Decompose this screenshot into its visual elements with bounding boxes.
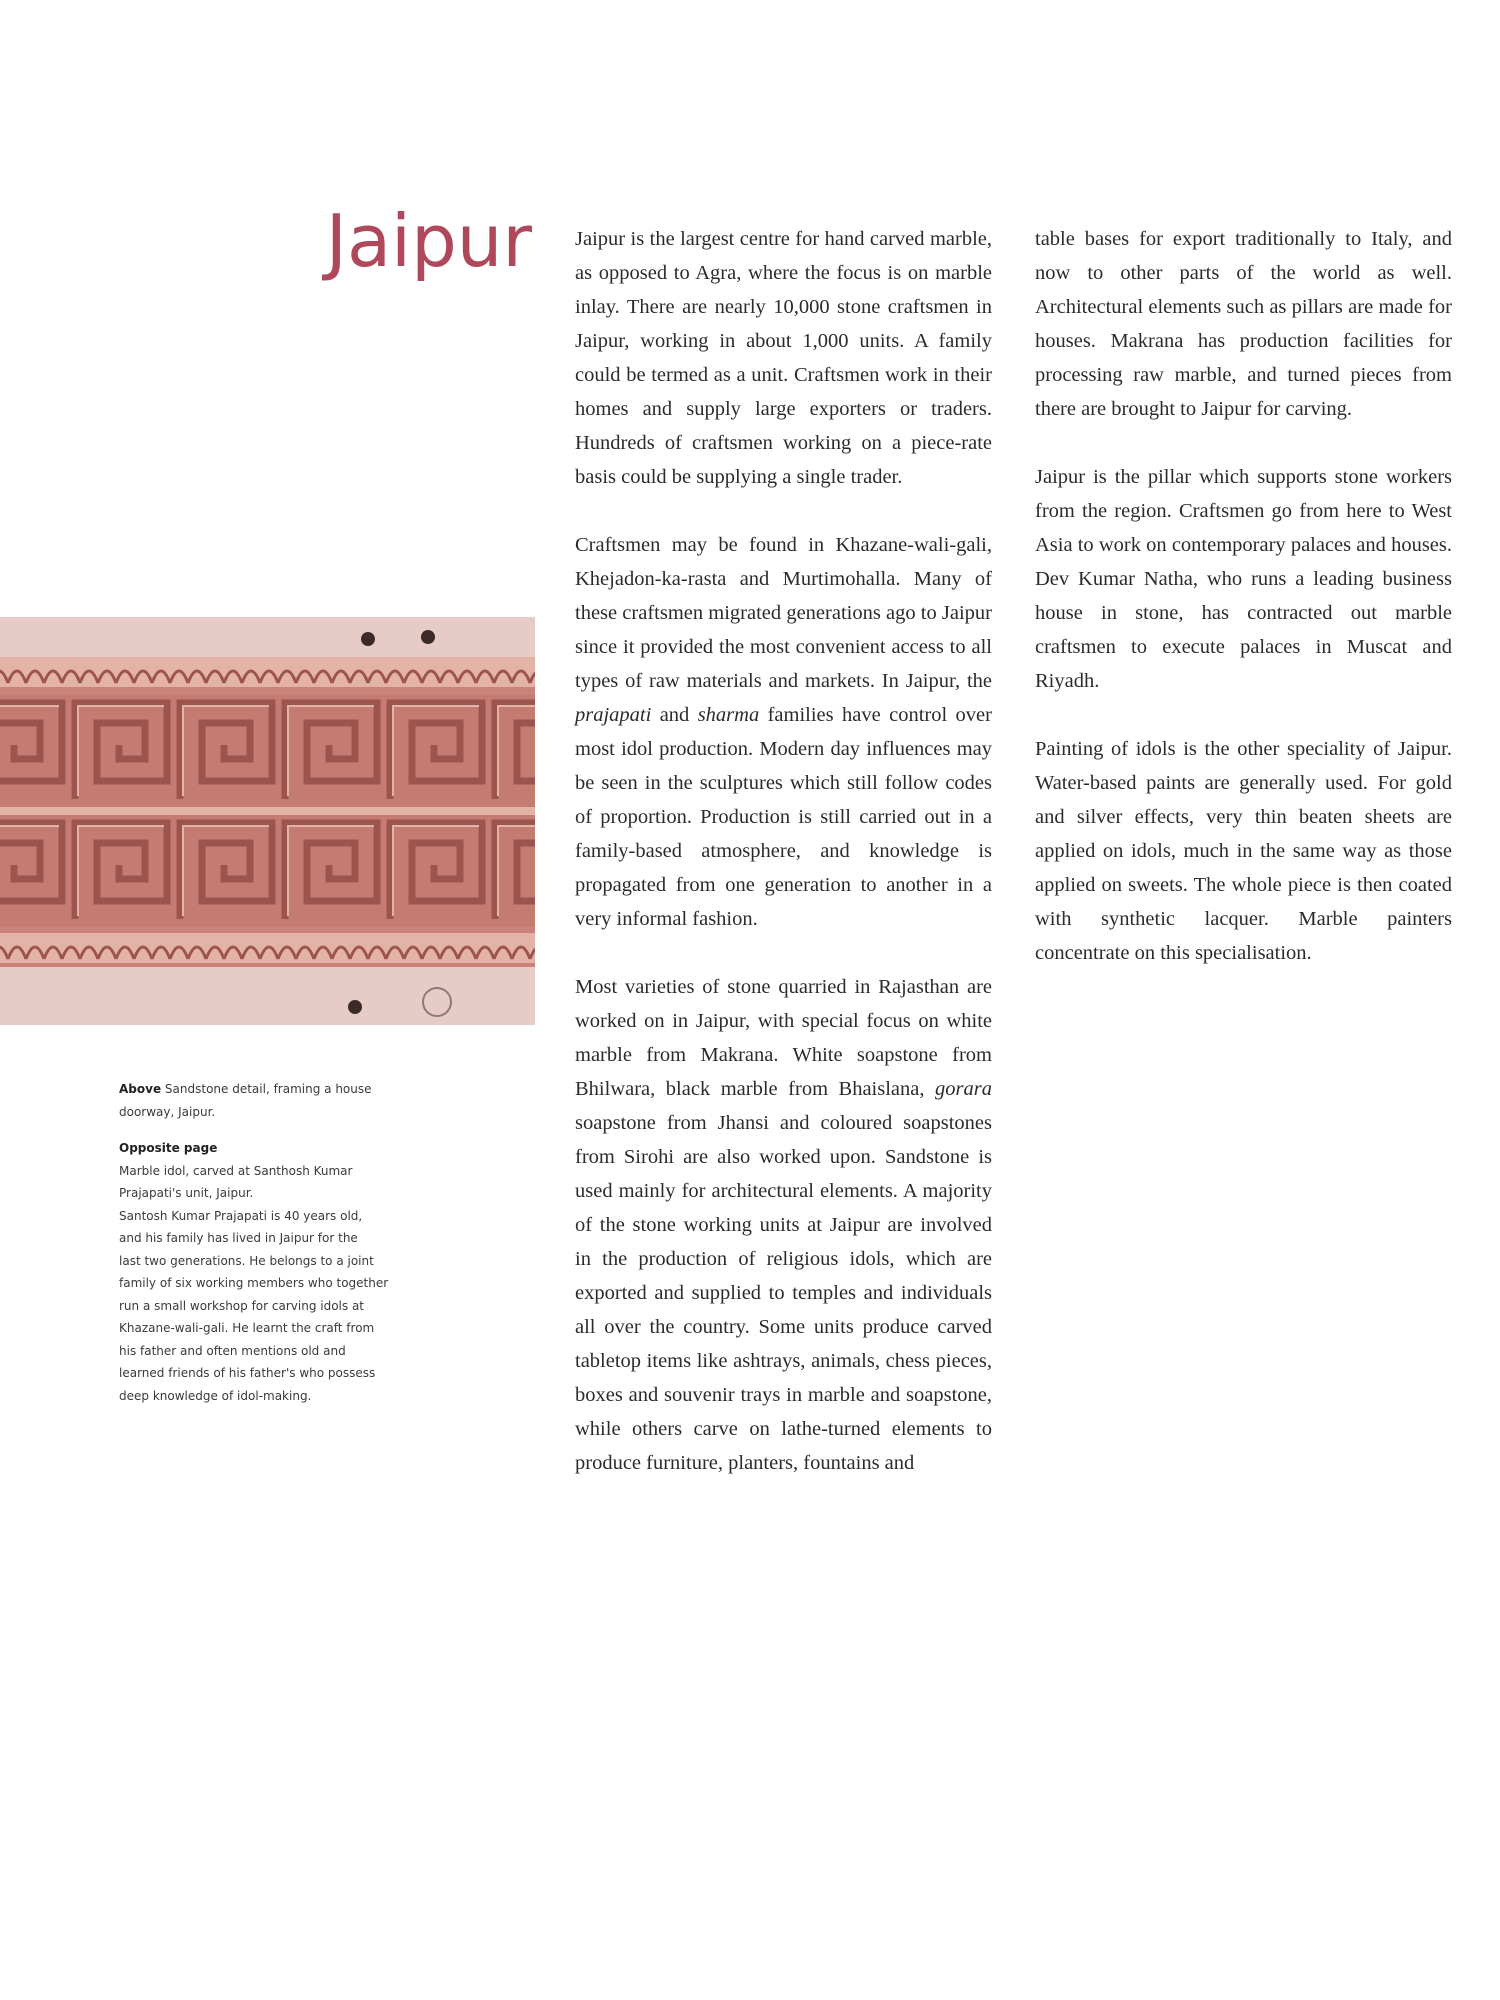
caption-line: his father and often mentions old and <box>119 1343 346 1358</box>
sandstone-carving-photo <box>0 617 535 1025</box>
text-column-right <box>1035 222 1452 1004</box>
photo-caption <box>119 1078 419 1407</box>
paragraph: Painting of idols is the other speciality of Jaipur. Water-based paints are generally used. For gold and silver effects, very thin beaten sheets are applied on idols, much in the same way as those applied on sweets. The whole piece is then coated with synthetic lacquer. Marble painters concentrate on this specialisation. <box>1035 738 1452 964</box>
paragraph <box>575 528 992 936</box>
caption-line: Santosh Kumar Prajapati is 40 years old, <box>119 1208 363 1223</box>
caption-line: last two generations. He belongs to a joint <box>119 1253 374 1268</box>
text-run: families have control over most idol production. Modern day influences may be seen in the sculptures which still follow codes of proportion. Production is still carried out in a family-based atmosphere, and knowledge is propagated from one generation to another in a very informal fashion. <box>575 704 992 930</box>
text-column-middle <box>575 222 992 1514</box>
paragraph <box>575 970 992 1480</box>
caption-opposite-text <box>119 1160 419 1408</box>
caption-line: and his family has lived in Jaipur for the <box>119 1231 358 1245</box>
caption-above <box>119 1078 419 1123</box>
caption-line: Khazane-wali-gali. He learnt the craft from <box>119 1321 375 1335</box>
text-run: Most varieties of stone quarried in Rajasthan are worked on in Jaipur, with special focus on white marble from Makrana. White soapstone from Bhilwara, black marble from Bhaislana, <box>575 976 992 1100</box>
page-title: Jaipur <box>325 199 532 283</box>
italic-term: prajapati <box>575 704 652 726</box>
caption-above-label: Above <box>119 1082 162 1096</box>
caption-line: family of six working members who together <box>119 1276 389 1290</box>
caption-above-text: Sandstone detail, framing a house doorway, Jaipur. <box>119 1082 372 1119</box>
text-run: and <box>651 704 698 726</box>
caption-opposite-label: Opposite page <box>119 1141 218 1155</box>
caption-line: deep knowledge of idol-making. <box>119 1388 312 1403</box>
caption-line: Prajapati's unit, Jaipur. <box>119 1186 254 1200</box>
paragraph: Jaipur is the largest centre for hand carved marble, as opposed to Agra, where the focus is on marble inlay. There are nearly 10,000 stone craftsmen in Jaipur, working in about 1,000 units. A family could be termed as a unit. Craftsmen work in their homes and supply large exporters or traders. Hundreds of craftsmen working on a piece-rate basis could be supplying a single trader. <box>575 228 992 488</box>
caption-line: run a small workshop for carving idols at <box>119 1298 364 1313</box>
paragraph: table bases for export traditionally to Italy, and now to other parts of the world as well. Architectural elements such as pillars are made for houses. Makrana has production facilities for processing raw marble, and turned pieces from there are brought to Jaipur for carving. <box>1035 228 1452 420</box>
sandstone-carving-image <box>0 617 535 1025</box>
italic-term: gorara <box>935 1078 992 1100</box>
paragraph: Jaipur is the pillar which supports stone workers from the region. Craftsmen go from here to West Asia to work on contemporary palaces and houses. Dev Kumar Natha, who runs a leading business house in stone, has contracted out marble craftsmen to execute palaces in Muscat and Riyadh. <box>1035 466 1452 692</box>
text-run: Craftsmen may be found in Khazane-wali-gali, Khejadon-ka-rasta and Murtimohalla. Many of these craftsmen migrated generations ago to Jaipur since it provided the most convenient access to all types of raw materials and markets. In Jaipur, the <box>575 534 992 692</box>
caption-line: Marble idol, carved at Santhosh Kumar <box>119 1163 353 1178</box>
italic-term: sharma <box>697 704 760 726</box>
text-run: soapstone from Jhansi and coloured soapstones from Sirohi are also worked upon. Sandstone is used mainly for architectural elements. A majority of the stone working units at Jaipur are involved in the production of religious idols, which are exported and supplied to temples and individuals all over the country. Some units produce carved tabletop items like ashtrays, animals, chess pieces, boxes and souvenir trays in marble and soapstone, while others carve on lathe-turned elements to produce furniture, planters, fountains and <box>575 1112 992 1474</box>
caption-line: learned friends of his father's who possess <box>119 1366 376 1380</box>
